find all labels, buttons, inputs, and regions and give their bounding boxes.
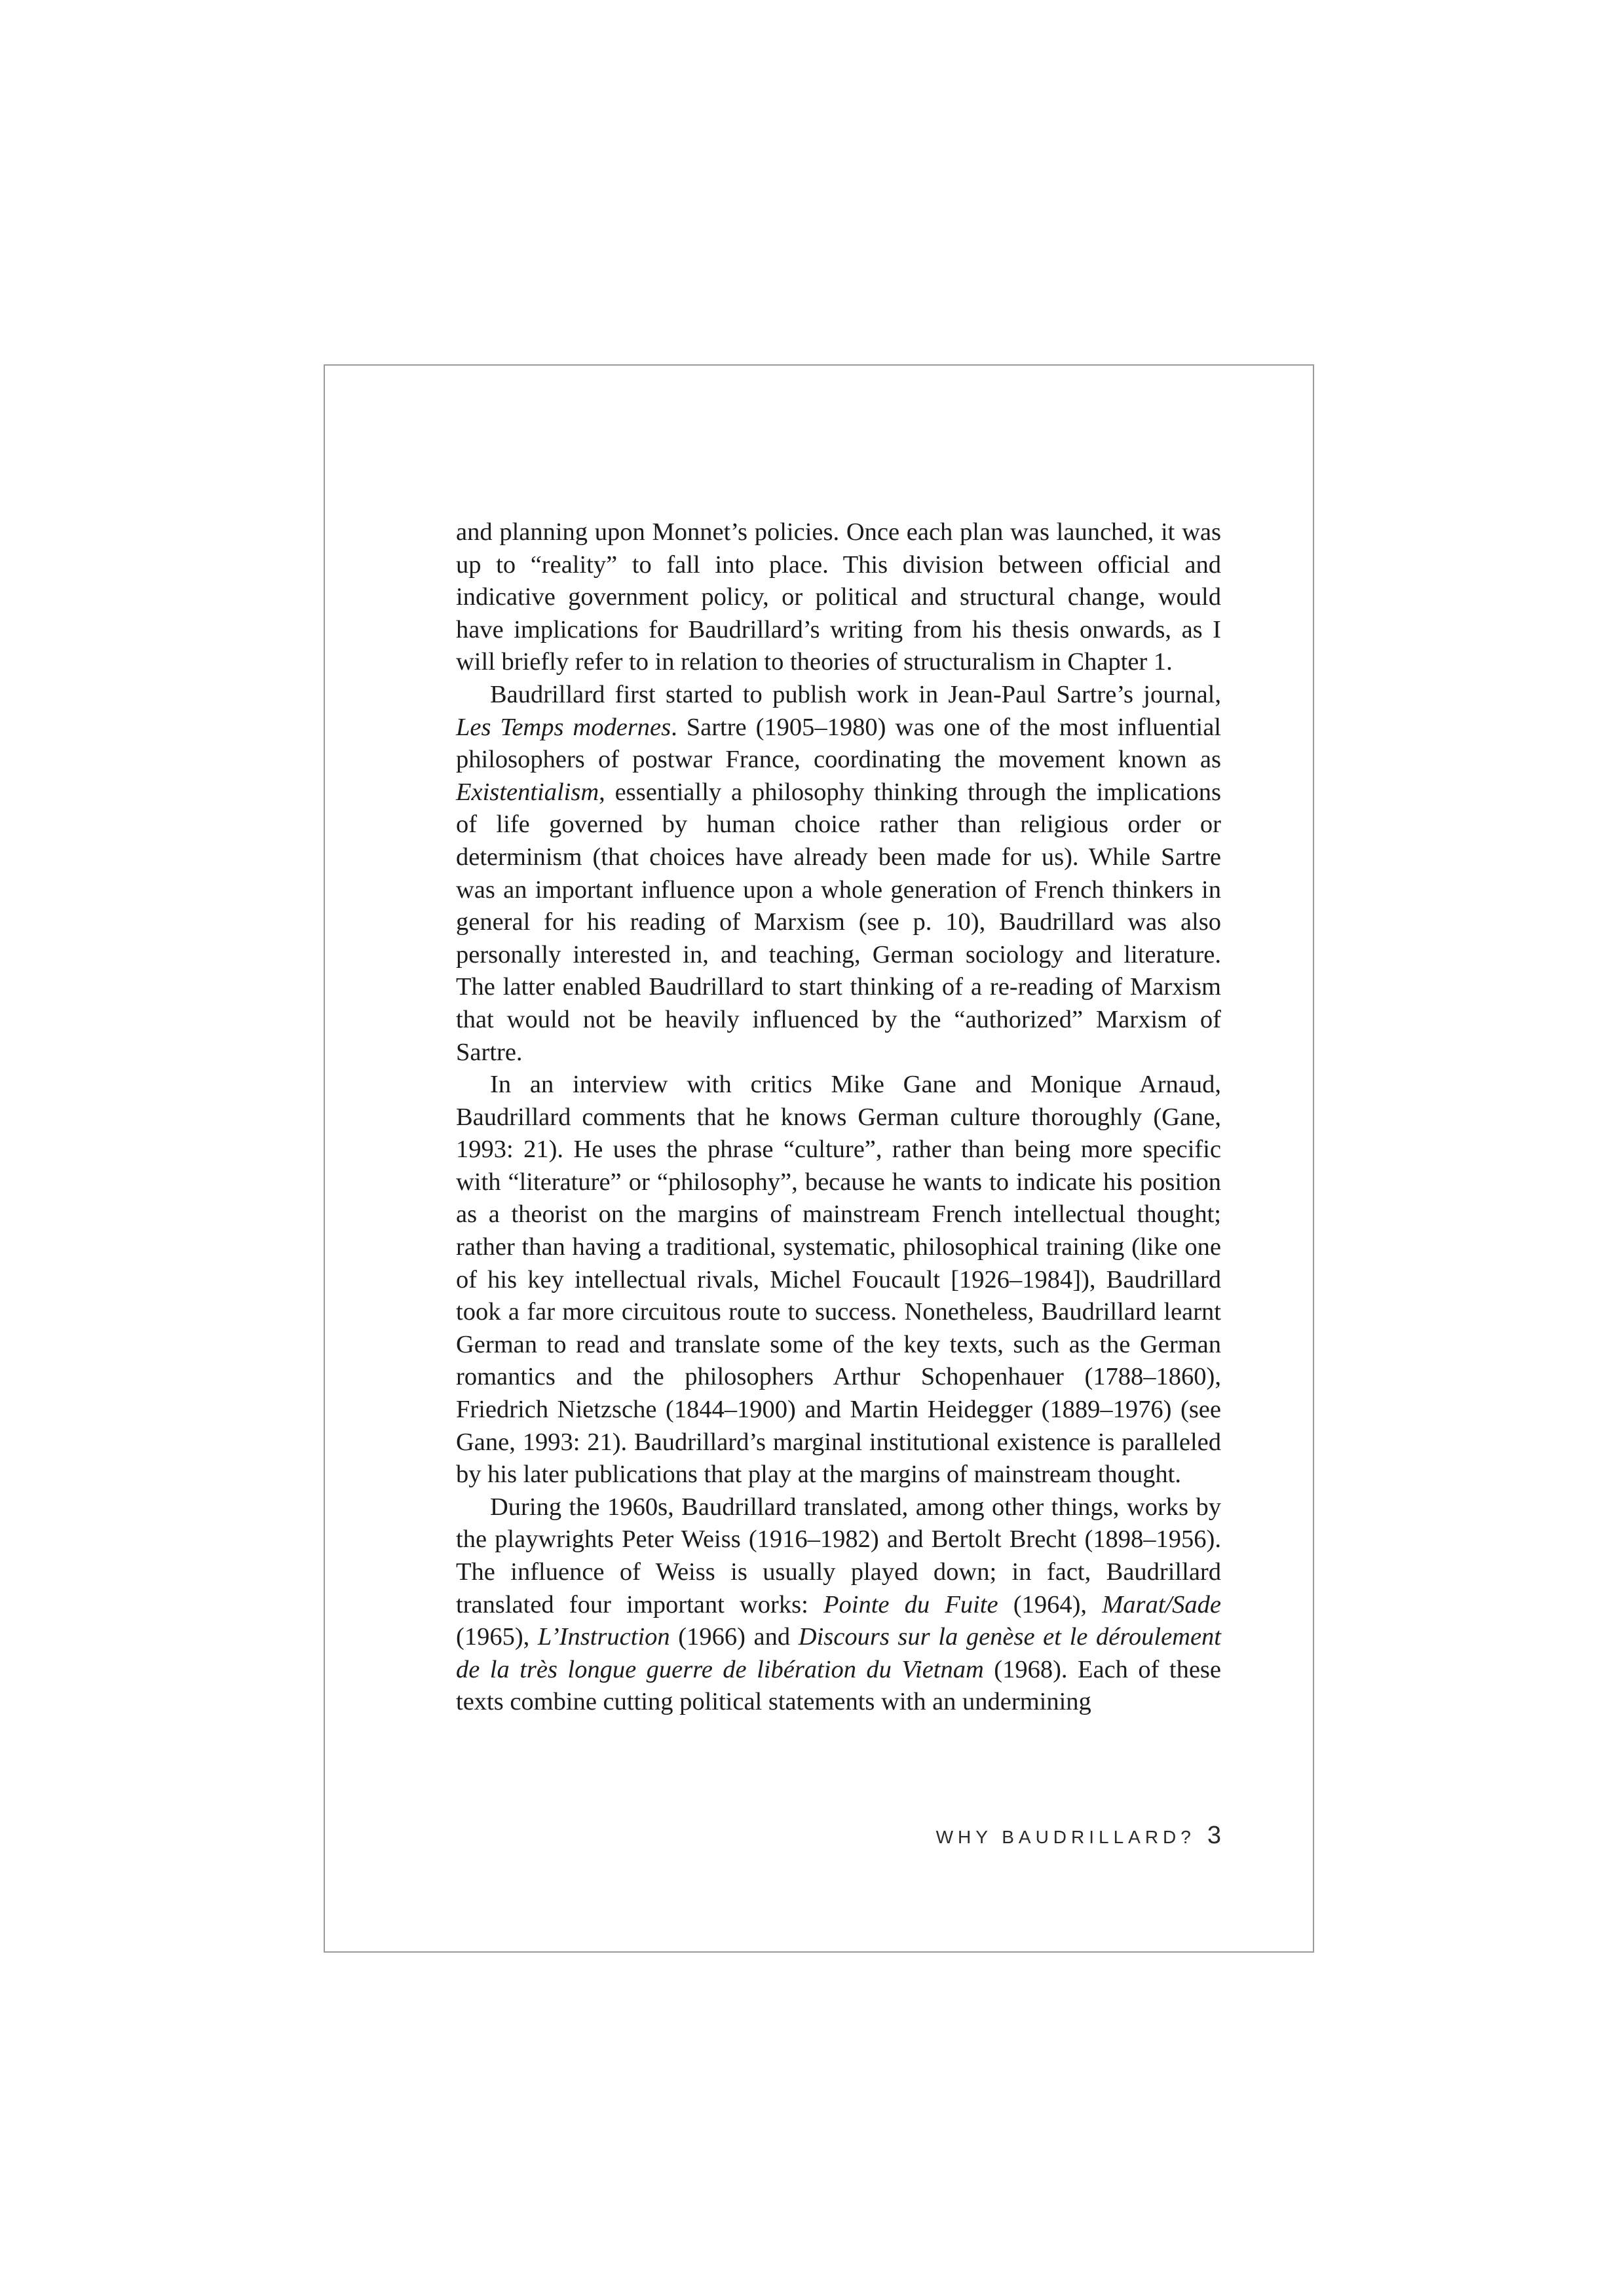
paragraph-4-text-4: (1966) and (670, 1623, 799, 1651)
movement-name: Existentialism (456, 778, 599, 806)
paragraph-4-text-5: (1968). Each of these texts combine cutting political statements with an undermining (456, 1655, 1221, 1716)
paragraph-4 (456, 1491, 1221, 1719)
page-number: 3 (1207, 1822, 1221, 1849)
paragraph-2-text-1: Baudrillard first started to publish work in Jean-Paul Sartre’s journal, (490, 680, 1221, 708)
journal-title: Les Temps modernes (456, 713, 671, 741)
paragraph-4-text-2: (1964), (998, 1590, 1103, 1618)
work-title-2: Marat/Sade (1102, 1590, 1221, 1618)
paragraph-3: In an interview with critics Mike Gane and Monique Arnaud, Baudrillard comments that he knows German culture thoroughly (Gane, 1993: 21). He uses the phrase “culture”, rather than being more specific with “literature” or “philosophy”, because he wants to indicate his position as a theorist on the margins of mainstream French intellectual thought; rather than having a traditional, systematic, philosophical training (like one of his key intellectual rivals, Michel Foucault [1926–1984]), Baudrillard took a far more circuitous route to success. Nonetheless, Baudrillard learnt German to read and translate some of the key texts, such as the German romantics and the philosophers Arthur Schopenhauer (1788–1860), Friedrich Nietzsche (1844–1900) and Martin Heidegger (1889–1976) (see Gane, 1993: 21). Baudrillard’s marginal institutional existence is paralleled by his later publications that play at the margins of mainstream thought. (456, 1071, 1221, 1489)
paragraph-1: and planning upon Monnet’s policies. Once each plan was launched, it was up to “reality” to fall into place. This division between official and indicative government policy, or political and structural change, would have implications for Baudrillard’s writing from his thesis onwards, as I will briefly refer to in relation to theories of structuralism in Chapter 1. (456, 518, 1221, 676)
work-title-1: Pointe du Fuite (823, 1590, 998, 1618)
paragraph-2 (456, 679, 1221, 1069)
running-footer (456, 1822, 1221, 1850)
paragraph-4-text-1: During the 1960s, Baudrillard translated, among other things, works by the playwrights Peter Weiss (1916–1982) and Bertolt Brecht (1898–1956). The influence of Weiss is usually played down; in fact, Baudrillard translated four important works: (456, 1493, 1221, 1618)
paragraph-2-text-2: . Sartre (1905–1980) was one of the most influential philosophers of postwar France, coordinating the movement known as (456, 713, 1221, 774)
work-title-3: L’Instruction (537, 1623, 670, 1651)
paragraph-2-text-3: , essentially a philosophy thinking through the implications of life governed by human choice rather than religious order or determinism (that choices have already been made for us). While Sartre was an important influence upon a whole generation of French thinkers in general for his reading of Marxism (see p. 10), Baudrillard was also personally interested in, and teaching, German sociology and literature. The latter enabled Baudrillard to start thinking of a re-reading of Marxism that would not be heavily influenced by the “authorized” Marxism of Sartre. (456, 778, 1221, 1066)
body-text (456, 516, 1221, 1719)
work-title-4: Discours sur la genèse et le déroulement de la très longue guerre de libération du Vietnam (456, 1623, 1221, 1683)
running-title: WHY BAUDRILLARD? (935, 1827, 1196, 1847)
paragraph-4-text-3: (1965), (456, 1623, 538, 1651)
